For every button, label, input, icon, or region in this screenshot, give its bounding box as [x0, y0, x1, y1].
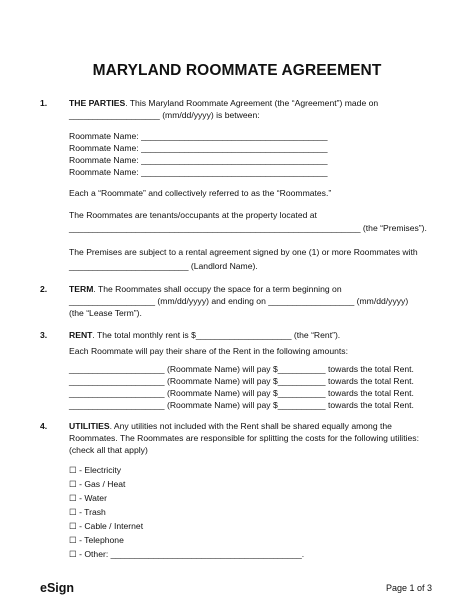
page-number: Page 1 of 3: [385, 583, 432, 593]
section-4-line-1: [69, 421, 392, 432]
section-4-line-3: (check all that apply): [69, 445, 148, 455]
term-dates-field[interactable]: __________________ (mm/dd/yyyy) and ending on __________________ (mm/dd/yyyy): [69, 296, 409, 306]
section-4-line-1-text: . Any utilities not included with the Rent shall be shared equally among the: [109, 421, 392, 431]
section-3-number: 3.: [40, 330, 48, 340]
utility-checkbox-water[interactable]: ☐ - Water: [69, 493, 107, 503]
utility-checkbox-cable-internet[interactable]: ☐ - Cable / Internet: [69, 521, 144, 531]
section-1-number: 1.: [40, 98, 48, 108]
roommate-name-field[interactable]: Roommate Name: _______________________________________: [69, 131, 328, 141]
utility-checkbox-gas-heat[interactable]: ☐ - Gas / Heat: [69, 479, 126, 489]
premises-address-field[interactable]: _____________________________________________________________ (the “Premises”).: [69, 223, 427, 233]
landlord-name-field[interactable]: _________________________ (Landlord Name).: [69, 261, 258, 271]
roommate-name-field[interactable]: Roommate Name: _______________________________________: [69, 167, 328, 177]
utility-checkbox-other[interactable]: ☐ - Other: ________________________________________.: [69, 549, 305, 559]
section-2-line-3: (the “Lease Term”).: [69, 308, 142, 318]
roommate-payment-field[interactable]: ____________________ (Roommate Name) will pay $__________ towards the total Rent.: [69, 400, 414, 410]
collective-text: Each a “Roommate” and collectively referred to as the “Roommates.”: [69, 188, 332, 198]
roommate-payment-field[interactable]: ____________________ (Roommate Name) will pay $__________ towards the total Rent.: [69, 364, 414, 374]
section-1-line-1: [69, 98, 378, 109]
utility-checkbox-trash[interactable]: ☐ - Trash: [69, 507, 106, 517]
rental-agreement-text: The Premises are subject to a rental agreement signed by one (1) or more Roommates with: [69, 247, 418, 257]
section-2-heading: TERM: [69, 284, 94, 294]
roommate-payment-field[interactable]: ____________________ (Roommate Name) will pay $__________ towards the total Rent.: [69, 376, 414, 386]
document-title: MARYLAND ROOMMATE AGREEMENT: [92, 62, 382, 79]
section-3-heading: RENT: [69, 330, 93, 340]
roommate-name-field[interactable]: Roommate Name: _______________________________________: [69, 155, 328, 165]
section-4-number: 4.: [40, 421, 48, 431]
section-4-heading: UTILITIES: [69, 421, 110, 431]
section-2-line-1-text: . The Roommates shall occupy the space for a term beginning on: [93, 284, 342, 294]
roommate-payment-field[interactable]: ____________________ (Roommate Name) will pay $__________ towards the total Rent.: [69, 388, 414, 398]
section-1-line-2[interactable]: ___________________ (mm/dd/yyyy) is between:: [69, 110, 260, 120]
section-3-line-1[interactable]: [69, 330, 340, 341]
section-1-heading: THE PARTIES: [69, 98, 126, 108]
section-2-number: 2.: [40, 284, 48, 294]
section-4-line-2: Roommates. The Roommates are responsible for splitting the costs for the following utilities:: [69, 433, 419, 443]
rent-share-text: Each Roommate will pay their share of the Rent in the following amounts:: [69, 346, 348, 356]
section-1-line-1-text: . This Maryland Roommate Agreement (the “Agreement”) made on: [125, 98, 379, 108]
esign-logo: eSign: [40, 581, 75, 595]
utility-checkbox-electricity[interactable]: ☐ - Electricity: [69, 465, 122, 475]
utility-checkbox-telephone[interactable]: ☐ - Telephone: [69, 535, 124, 545]
premises-text: The Roommates are tenants/occupants at the property located at: [69, 210, 317, 220]
rent-amount-field[interactable]: . The total monthly rent is $____________________ (the “Rent”).: [92, 330, 341, 340]
roommate-name-field[interactable]: Roommate Name: _______________________________________: [69, 143, 328, 153]
section-2-line-1: [69, 284, 342, 295]
